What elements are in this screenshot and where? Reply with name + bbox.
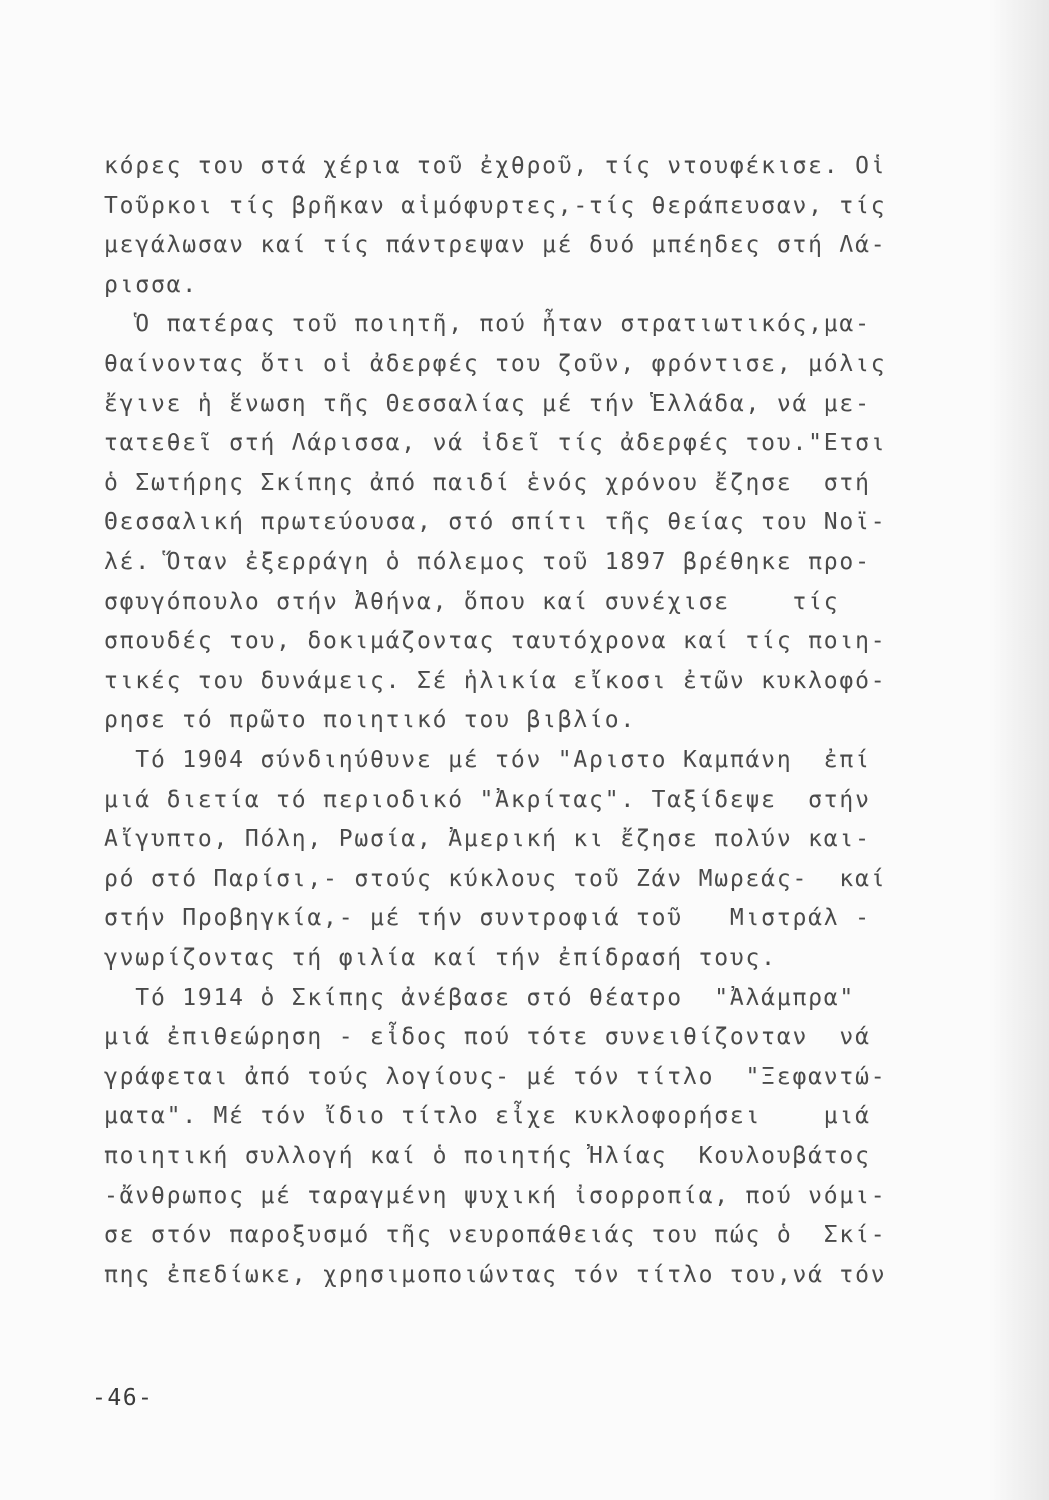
text-line: στήν Προβηγκία,- μέ τήν συντροφιά τοῦ Μιστράλ -	[104, 905, 871, 932]
text-line: μεγάλωσαν καί τίς πάντρεψαν μέ δυό μπέηδες στή Λά-	[104, 232, 887, 259]
text-line: σπουδές του, δοκιμάζοντας ταυτόχρονα καί τίς ποιη-	[104, 628, 887, 655]
text-line: σε στόν παροξυσμό τῆς νευροπάθειάς του πώς ὁ Σκί-	[104, 1222, 887, 1249]
text-line: πης ἐπεδίωκε, χρησιμοποιώντας τόν τίτλο του,νά τόν	[104, 1261, 887, 1288]
text-line: ἔγινε ἡ ἕνωση τῆς Θεσσαλίας μέ τήν Ἑλλάδα, νά με-	[104, 390, 871, 417]
text-line: ρισσα.	[104, 271, 198, 298]
text-line: ποιητική συλλογή καί ὁ ποιητής Ἠλίας Κουλουβάτος	[104, 1143, 871, 1169]
text-line: γνωρίζοντας τή φιλία καί τήν ἐπίδρασή τους.	[104, 945, 777, 971]
page-edge-shadow	[989, 0, 1049, 1500]
text-line: ρησε τό πρῶτο ποιητικό του βιβλίο.	[104, 707, 637, 734]
text-line: κόρες του στά χέρια τοῦ ἐχθροῦ, τίς ντουφέκισε. Οἱ	[104, 153, 887, 179]
text-line: -ἄνθρωπος μέ ταραγμένη ψυχική ἰσορροπία, πού νόμι-	[104, 1182, 887, 1209]
text-line: γράφεται ἀπό τούς λογίους- μέ τόν τίτλο "Ξεφαντώ-	[104, 1063, 887, 1090]
text-line: ματα". Μέ τόν ἴδιο τίτλο εἶχε κυκλοφορήσει μιά	[104, 1103, 871, 1130]
text-line: Αἴγυπτο, Πόλη, Ρωσία, Ἀμερική κι ἔζησε πολύν και-	[104, 826, 871, 853]
text-line: μιά διετία τό περιοδικό "Ἀκρίτας". Ταξίδεψε στήν	[104, 786, 871, 813]
text-line: Τό 1904 σύνδιηύθυνε μέ τόν "Αριστο Καμπάνη ἐπί	[104, 747, 871, 773]
text-line: μιά ἐπιθεώρηση - εἶδος πού τότε συνειθίζονταν νά	[104, 1024, 871, 1051]
text-line: Ὁ πατέρας τοῦ ποιητῆ, πού ἦταν στρατιωτικός,μα-	[104, 311, 871, 338]
page-number: -46-	[92, 1385, 154, 1411]
text-line: λέ. Ὅταν ἐξερράγη ὁ πόλεμος τοῦ 1897 βρέθηκε προ-	[104, 549, 871, 575]
text-line: Τό 1914 ὁ Σκίπης ἀνέβασε στό θέατρο "Ἀλάμπρα"	[104, 984, 856, 1011]
text-line: Τοῦρκοι τίς βρῆκαν αἱμόφυρτες,-τίς θεράπευσαν, τίς	[104, 192, 887, 219]
text-line: ὁ Σωτήρης Σκίπης ἀπό παιδί ἑνός χρόνου ἔζησε στή	[104, 469, 871, 496]
text-line: τικές του δυνάμεις. Σέ ἡλικία εἴκοσι ἐτῶν κυκλοφό-	[104, 667, 887, 694]
text-line: ρό στό Παρίσι,- στούς κύκλους τοῦ Ζάν Μωρεάς- καί	[104, 865, 887, 892]
text-line: θαίνοντας ὅτι οἱ ἀδερφές του ζοῦν, φρόντισε, μόλις	[104, 351, 887, 377]
text-line: σφυγόπουλο στήν Ἀθήνα, ὅπου καί συνέχισε τίς	[104, 588, 840, 615]
text-line: Θεσσαλική πρωτεύουσα, στό σπίτι τῆς θείας του Νοϊ-	[104, 509, 887, 536]
text-line: τατεθεῖ στή Λάρισσα, νά ἰδεῖ τίς ἀδερφές του."Ετσι	[104, 430, 887, 457]
